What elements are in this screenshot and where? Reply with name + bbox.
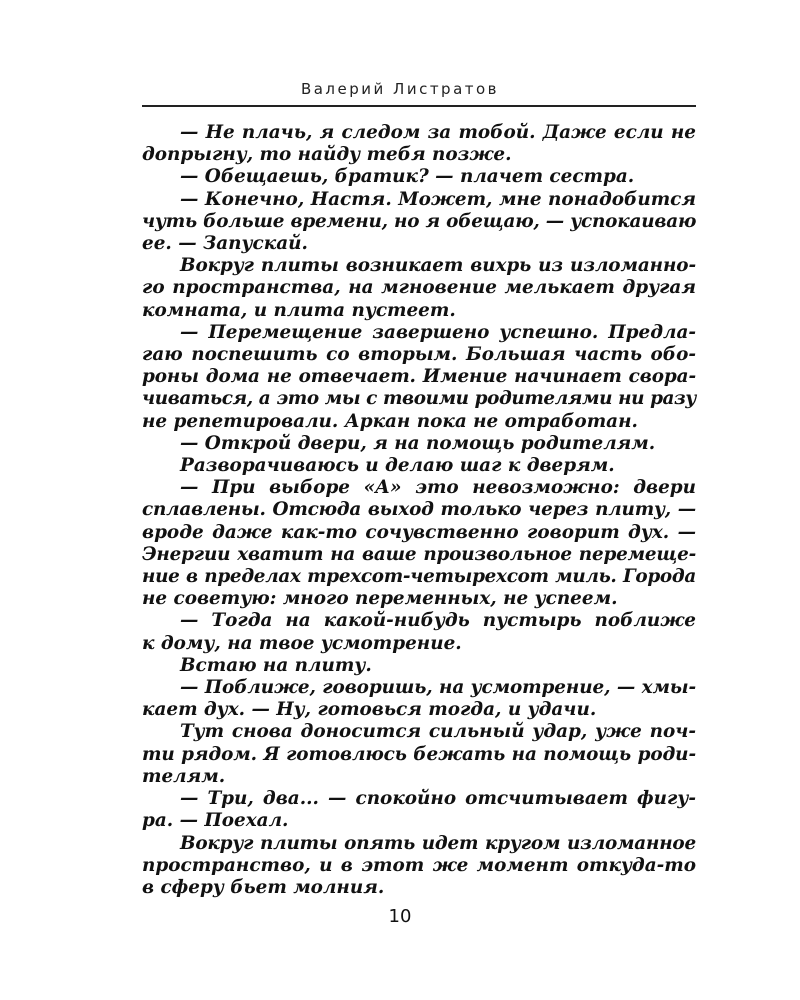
text-line: — Поближе, говоришь, на усмотрение, — хмы- bbox=[180, 677, 696, 699]
text-line: Встаю на плиту. bbox=[180, 654, 372, 676]
text-line: Вокруг плиты опять идет кругом изломанное bbox=[180, 832, 696, 854]
text-line: в сферу бьет молния. bbox=[142, 876, 385, 898]
text-line: Тут снова доносится сильный удар, уже поч- bbox=[180, 721, 696, 743]
text-line: кает дух. — Ну, готовься тогда, и удачи. bbox=[142, 699, 597, 721]
text-line: не репетировали. Аркан пока не отработан. bbox=[142, 410, 638, 432]
text-line: пространство, и в этот же момент откуда-то bbox=[142, 854, 696, 876]
text-line: ние в пределах трехсот-четырехсот миль. Города bbox=[142, 566, 696, 588]
text-line: Вокруг плиты возникает вихрь из изломанно- bbox=[180, 255, 696, 277]
text-line: — При выборе «А» это невозможно: двери bbox=[180, 477, 696, 499]
text-line: — Тогда на какой-нибудь пустырь поближе bbox=[180, 610, 696, 632]
text-line: — Не плачь, я следом за тобой. Даже если не bbox=[180, 122, 696, 143]
text-line: Разворачиваюсь и делаю шаг к дверям. bbox=[180, 455, 615, 477]
text-line: к дому, на твое усмотрение. bbox=[142, 632, 462, 654]
text-line: чуть больше времени, но я обещаю, — успокаиваю bbox=[142, 210, 697, 232]
text-line: допрыгну, то найду тебя позже. bbox=[142, 144, 512, 166]
text-line: ти рядом. Я готовлюсь бежать на помощь роди- bbox=[142, 743, 696, 765]
text-line: — Три, два... — спокойно отсчитывает фигу- bbox=[180, 788, 696, 810]
text-line: Энергии хватит на ваше произвольное перемеще- bbox=[142, 543, 696, 565]
text-line: — Обещаешь, братик? — плачет сестра. bbox=[180, 166, 635, 188]
text-line: сплавлены. Отсюда выход только через плиту, — bbox=[142, 499, 696, 521]
running-header: Валерий Листратов bbox=[300, 80, 500, 98]
text-line: ее. — Запускай. bbox=[142, 233, 308, 255]
text-line: ра. — Поехал. bbox=[142, 810, 289, 832]
text-line: — Конечно, Настя. Может, мне понадобится bbox=[180, 188, 696, 210]
text-line: гаю поспешить со вторым. Большая часть обо- bbox=[142, 344, 696, 366]
text-line: — Открой двери, я на помощь родителям. bbox=[180, 432, 656, 454]
text-line: роны дома не отвечает. Имение начинает свора- bbox=[142, 366, 696, 388]
text-line: — Перемещение завершено успешно. Предла- bbox=[180, 321, 696, 343]
text-line: чиваться, а это мы с твоими родителями ни разу bbox=[142, 388, 696, 410]
text-line: го пространства, на мгновение мелькает другая bbox=[142, 277, 696, 299]
body-text bbox=[142, 122, 696, 899]
text-line: телям. bbox=[142, 765, 226, 787]
text-line: вроде даже как-то сочувственно говорит дух. — bbox=[142, 521, 696, 543]
header-rule bbox=[142, 105, 696, 107]
text-line: не советую: много переменных, не успеем. bbox=[142, 588, 618, 610]
text-line: комната, и плита пустеет. bbox=[142, 299, 456, 321]
page-number: 10 bbox=[388, 906, 412, 927]
